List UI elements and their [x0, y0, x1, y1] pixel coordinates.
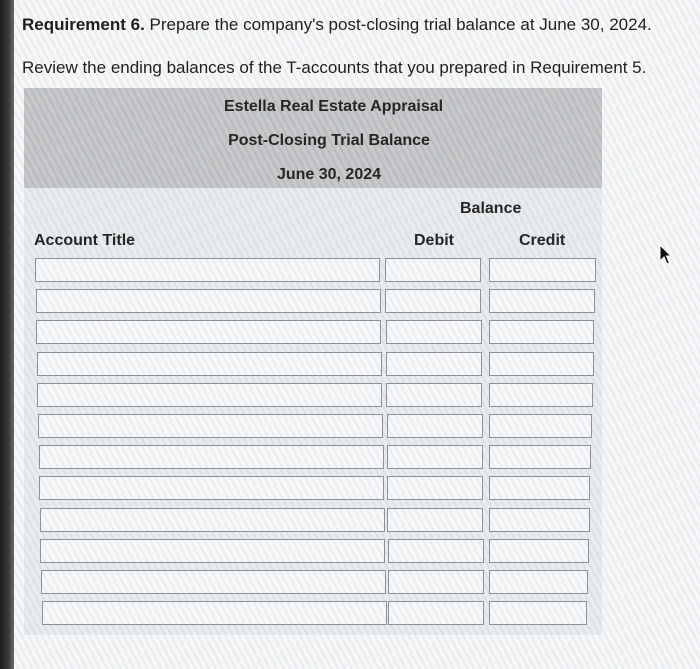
screen-left-edge: [0, 0, 14, 669]
credit-input-row-9[interactable]: [489, 508, 590, 532]
instruction-text: Review the ending balances of the T-accounts that you prepared in Requirement 5.: [22, 58, 647, 77]
account-title-input-row-2[interactable]: [36, 289, 381, 313]
debit-input-row-5[interactable]: [386, 383, 482, 407]
balance-column-group-label: Balance: [460, 200, 522, 217]
debit-input-row-8[interactable]: [387, 476, 483, 500]
credit-input-row-3[interactable]: [489, 320, 594, 344]
trial-balance-table: [24, 188, 602, 635]
account-title-input-row-1[interactable]: [35, 258, 380, 282]
account-title-input-row-12[interactable]: [42, 601, 387, 625]
worksheet-page: [14, 0, 700, 669]
credit-input-row-1[interactable]: [489, 258, 596, 282]
statement-title: Post-Closing Trial Balance: [228, 132, 430, 149]
debit-input-row-7[interactable]: [387, 445, 483, 469]
company-name: Estella Real Estate Appraisal: [224, 98, 444, 115]
debit-input-row-3[interactable]: [386, 320, 482, 344]
credit-input-row-2[interactable]: [489, 289, 595, 313]
account-title-column-label: Account Title: [34, 232, 136, 249]
credit-input-row-10[interactable]: [489, 539, 589, 563]
credit-input-row-12[interactable]: [489, 601, 587, 625]
statement-date: June 30, 2024: [276, 166, 382, 183]
credit-input-row-8[interactable]: [489, 476, 590, 500]
account-title-input-row-6[interactable]: [38, 414, 383, 438]
credit-input-row-7[interactable]: [489, 445, 591, 469]
mouse-pointer-icon: [658, 244, 672, 266]
requirement-heading: [22, 14, 652, 36]
debit-input-row-6[interactable]: [387, 414, 483, 438]
debit-input-row-11[interactable]: [388, 570, 484, 594]
debit-input-row-4[interactable]: [386, 352, 482, 376]
account-title-input-row-5[interactable]: [37, 383, 382, 407]
requirement-label: Requirement 6.: [22, 15, 145, 34]
account-title-input-row-4[interactable]: [37, 352, 382, 376]
credit-input-row-5[interactable]: [489, 383, 593, 407]
account-title-input-row-7[interactable]: [39, 445, 384, 469]
debit-input-row-2[interactable]: [385, 289, 481, 313]
debit-input-row-9[interactable]: [387, 508, 483, 532]
debit-input-row-1[interactable]: [385, 258, 481, 282]
account-title-input-row-8[interactable]: [39, 476, 384, 500]
credit-input-row-6[interactable]: [489, 414, 592, 438]
account-title-input-row-3[interactable]: [36, 320, 381, 344]
debit-column-label: Debit: [414, 232, 454, 249]
account-title-input-row-11[interactable]: [41, 570, 386, 594]
credit-column-label: Credit: [519, 232, 566, 249]
debit-input-row-10[interactable]: [388, 539, 484, 563]
credit-input-row-11[interactable]: [489, 570, 588, 594]
account-title-input-row-10[interactable]: [40, 539, 385, 563]
requirement-text: Prepare the company's post-closing trial balance at June 30, 2024.: [144, 15, 652, 34]
account-title-input-row-9[interactable]: [40, 508, 385, 532]
debit-input-row-12[interactable]: [388, 601, 484, 625]
credit-input-row-4[interactable]: [489, 352, 594, 376]
